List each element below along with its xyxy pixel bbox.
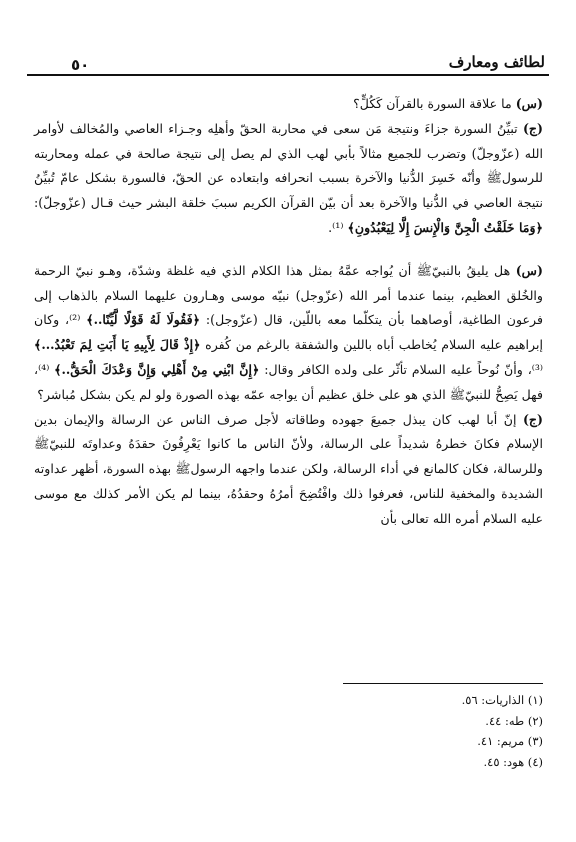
answer-label: (ج) bbox=[522, 411, 543, 427]
question-label: (س) bbox=[515, 262, 543, 278]
running-title: لطائف ومعارف bbox=[448, 53, 545, 71]
footnote-item: (٣) مريم: ٤١. bbox=[477, 734, 543, 748]
question-text: ⁽⁴⁾، فهل يَصِحُّ للنبيّﷺ الذي هو على خلق عظيم أن يواجه عمّه بهذه الصورة ولو لم يكن بشكل مُباشر؟ bbox=[34, 361, 543, 402]
answer-text: تبيِّنُ السورة جزاءَ ونتيجة مَن سعى في محاربة الحقّ وأهلِه وجـزاء العاصي والمُخالف لأوامر الله (عزّوجلّ) وتضرب للجميع مثالاً بأبي لهب الذي لم يصل إلى نتيجة صالحة في عمله ومحاربته للرسولﷺ وأنّه خَسِرَ الدُّنيا والآخرة بسبب انحرافه وابتعاده عن الحقّ، فالسورة بشكل عامّ تُبيِّنُ نتيجة العاصي في الدُّنيا والآخرة بعد أن بيّن القرآن الكريم سببَ خلقة البشر حيث قـال (عزّوجلّ): bbox=[34, 120, 543, 211]
answer-2 bbox=[34, 408, 543, 532]
page-body bbox=[34, 92, 543, 532]
footnote-item: (٢) طه: ٤٤. bbox=[485, 713, 543, 728]
page-number: ٥٠ bbox=[71, 56, 90, 74]
question-1 bbox=[34, 92, 543, 117]
quran-verse: ﴿وَمَا خَلَقْتُ الْجِنَّ وَالْإِنسَ إِلَّا لِيَعْبُدُونِ﴾ bbox=[347, 219, 543, 235]
footnote-item: (١) الذاريات: ٥٦. bbox=[461, 693, 543, 707]
answer-text: إنّ أبا لهب كان يبذل جميعَ جهوده وطاقاته لأجل صرف الناس عن الرسالة والإيمان بدين الإسلام فكانَ خطرهُ شديداً على الرسالة، ولأنّ الناس ما كانوا يَعْرِفُونَ حقدَهُ وعداوتَه للنبيّﷺ وللرسالة، فكان كالمانع في أداء الرسالة، ولكن عندما واجهه الرسولﷺ بهذه السورة، أظهر عداوته الشديدة والمخفية للناس، فعرفوا ذلك وافْتُضِحَ أمرُهُ وحقدُهُ، بينما لم يكن الأمر كذلك مع موسى عليه السلام أمره الله تعالى بأن bbox=[34, 411, 543, 526]
header-rule bbox=[27, 74, 549, 76]
question-label: (س) bbox=[515, 96, 543, 111]
quran-verse: ﴿إِذْ قَالَ لِأَبِيهِ يَا أَبَتِ لِمَ تَعْبُدُ...﴾ bbox=[34, 337, 201, 353]
answer-1 bbox=[34, 117, 543, 241]
question-text: ⁽²⁾، وكان إبراهيم عليه السلام يُخاطب أباه باللين والشفقة بالرغم من كُفره bbox=[34, 312, 543, 353]
footnote-ref: ⁽¹⁾. bbox=[328, 219, 348, 235]
question-text: ما علاقة السورة بالقرآن كَكُلٍّ؟ bbox=[353, 96, 516, 111]
footnotes bbox=[243, 690, 543, 772]
question-text: هل يليقُ بالنبيّﷺ أن يُواجه عمَّهُ بمثل هذا الكلام الذي فيه غلظة وشدّة، وهـو نبيّ الرحمة والخُلق العظيم، بينما عندما أمر الله (عزّوجل) نبيّه موسى وهـارون عليهما السلام بالذهاب إلى فرعون الطاغية، أوصاهما بأن يتكلّما معه باللّين، قال (عزّوجل): bbox=[34, 262, 543, 328]
quran-verse: ﴿إِنَّ ابْنِي مِنْ أَهْلِي وَإِنَّ وَعْدَكَ الْحَقُّ..﴾ bbox=[54, 361, 260, 377]
footnote-item: (٤) هود: ٤٥. bbox=[483, 754, 543, 769]
page-header bbox=[27, 50, 549, 76]
footnote-separator bbox=[343, 683, 543, 684]
question-text: ⁽³⁾، وأنّ نُوحاً عليه السلام تأثّر على ولده الكافر وقال: bbox=[259, 361, 544, 377]
quran-verse: ﴿فَقُولَا لَهُ قَوْلًا لَّيِّنًا..﴾ bbox=[86, 312, 201, 328]
answer-label: (ج) bbox=[522, 120, 543, 136]
question-2 bbox=[34, 259, 543, 408]
